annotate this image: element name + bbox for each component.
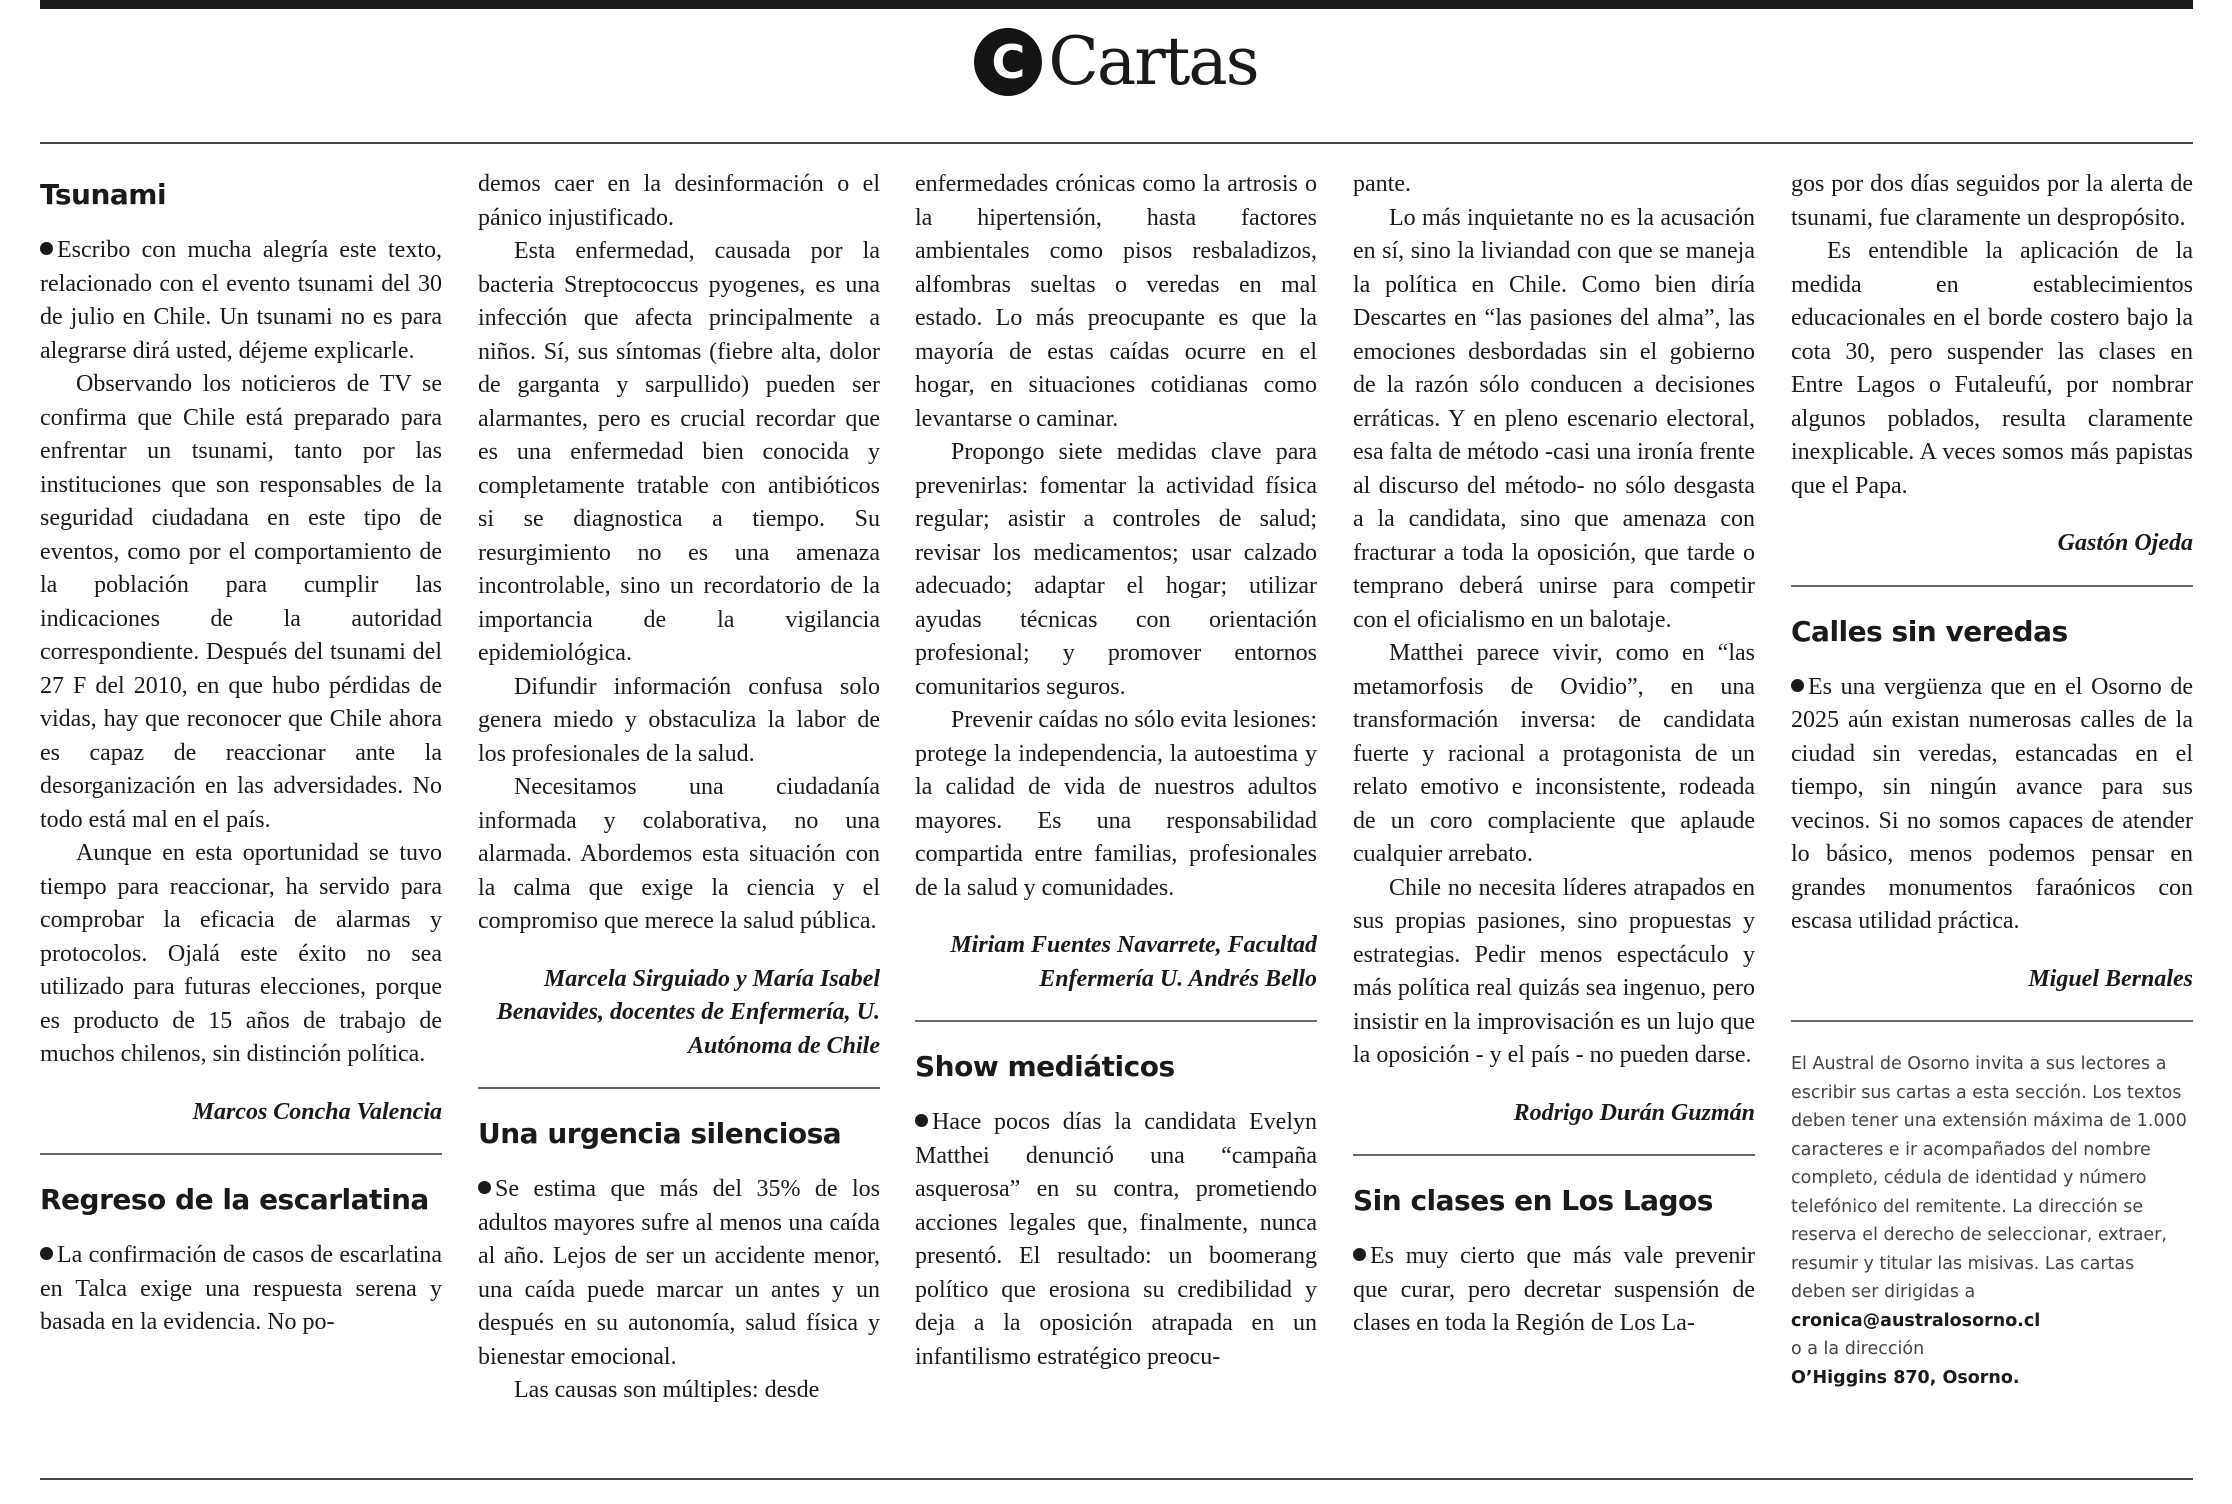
column-1	[40, 168, 442, 1468]
letter-divider	[1791, 1020, 2193, 1022]
letter-paragraph: Chile no necesita líderes atrapados en sus propias pasiones, sino propuestas y estrategias. Pedir menos espectáculo y más política real quizás sea ingenuo, pero insistir en la improvisación es un lujo que la oposición - y el país - no pueden darse.	[1353, 874, 1755, 1068]
bullet-icon	[1353, 1248, 1366, 1261]
notice-email-link[interactable]: cronica@australosorno.cl	[1791, 1310, 2041, 1331]
letter-signature: Marcos Concha Valencia	[192, 1098, 442, 1125]
letter-title-tsunami: Tsunami	[40, 178, 167, 211]
letter-paragraph: Propongo siete medidas clave para prevenirlas: fomentar la actividad física regular; asistir a controles de salud; revisar los medicamentos; usar calzado adecuado; adaptar el hogar; utilizar ayudas técnicas con orientación profesional; y promover entornos comunitarios seguros.	[915, 439, 1317, 700]
letter-paragraph: Lo más inquietante no es la acusación en sí, sino la liviandad con que se maneja la política en Chile. Como bien diría Descartes en “las pasiones del alma”, las emociones desbordadas sin el gobierno de la razón sólo conducen a decisiones erráticas. Y en pleno escenario electoral, esa falta de método -casi una ironía frente al discurso del método- no sólo desgasta a la candidata, sino que amenaza con fracturar a toda la oposición, que tarde o temprano deberá unirse para competir con el oficialismo en un balotaje.	[1353, 204, 1755, 633]
letter-paragraph: Es una vergüenza que en el Osorno de 2025 aún existan numerosas calles de la ciudad sin veredas, estancadas en el tiempo, sin ningún avance para sus vecinos. Si no somos capaces de atender lo básico, menos podemos pensar en grandes monumentos faraónicos con escasa utilidad práctica.	[1791, 673, 2193, 934]
header-divider	[40, 142, 2193, 144]
letter-title-urgencia: Una urgencia silenciosa	[478, 1117, 842, 1150]
letter-paragraph: Hace pocos días la candidata Evelyn Matthei denunció una “campaña asquerosa” en su contra, prometiendo acciones legales que, finalmente, nunca presentó. El resultado: un boomerang político que erosiona su credibilidad y deja a la oposición atrapada en un infantilismo estratégico preocu-	[915, 1109, 1317, 1370]
column-2	[478, 168, 880, 1468]
letter-paragraph: Es muy cierto que más vale prevenir que curar, pero decretar suspensión de clases en toda la Región de Los La-	[1353, 1243, 1755, 1336]
letter-paragraph: enfermedades crónicas como la artrosis o la hipertensión, hasta factores ambientales como pisos resbaladizos, alfombras sueltas o veredas en mal estado. Lo más preocupante es que la mayoría de estas caídas ocurre en el hogar, en situaciones cotidianas como levantarse o caminar.	[915, 171, 1317, 432]
column-3	[915, 168, 1317, 1468]
column-5	[1791, 168, 2193, 1468]
footer-divider	[40, 1478, 2193, 1480]
letter-signature: Gastón Ojeda	[2057, 530, 2193, 556]
letter-title-calles: Calles sin veredas	[1791, 614, 2068, 648]
section-logo-icon: C	[974, 28, 1042, 96]
letter-title-escarlatina: Regreso de la escarlatina	[40, 1183, 429, 1216]
letter-paragraph: Difundir información confusa solo genera miedo y obstaculiza la labor de los profesionales de la salud.	[478, 673, 880, 767]
bullet-icon	[1791, 679, 1804, 692]
letter-divider	[478, 1087, 880, 1089]
letter-signature: Rodrigo Durán Guzmán	[1513, 1099, 1755, 1126]
letter-paragraph: Matthei parece vivir, como en “las metamorfosis de Ovidio”, en una transformación inversa: de candidata fuerte y racional a protagonista de un relato emotivo e inconsistente, rodeada de un coro complaciente que aplaude cualquier arrebato.	[1353, 640, 1755, 867]
notice-address-intro: o a la dirección	[1791, 1339, 1925, 1359]
letter-paragraph: La confirmación de casos de escarlatina en Talca exige una respuesta serena y basada en la evidencia. No po-	[40, 1242, 442, 1335]
letter-paragraph: Esta enfermedad, causada por la bacteria Streptococcus pyogenes, es una infección que afecta principalmente a niños. Sí, sus síntomas (fiebre alta, dolor de garganta y sarpullido) pueden ser alarmantes, pero es crucial recordar que es una enfermedad bien conocida y completamente tratable con antibióticos si se diagnostica a tiempo. Su resurgimiento no es una amenaza incontrolable, sino un recordatorio de la importancia de la vigilancia epidemiológica.	[478, 238, 880, 666]
letter-divider	[1353, 1154, 1755, 1156]
bullet-icon	[478, 1181, 491, 1194]
column-4	[1353, 168, 1755, 1468]
letter-paragraph: Escribo con mucha alegría este texto, relacionado con el evento tsunami del 30 de julio en Chile. Un tsunami no es para alegrarse dirá usted, déjeme explicarle.	[40, 237, 442, 364]
section-logo	[974, 23, 1258, 100]
letter-signature: Miriam Fuentes Navarrete, Facultad Enfermería U. Andrés Bello	[950, 932, 1317, 992]
section-title: Cartas	[1048, 23, 1258, 100]
letter-paragraph: Es entendible la aplicación de la medida en establecimientos educacionales en el borde costero bajo la cota 30, pero suspender las clases en Entre Lagos o Futaleufú, por nombrar algunos poblados, resulta claramente inexplicable. A veces somos más papistas que el Papa.	[1791, 238, 2193, 499]
bullet-icon	[40, 1247, 53, 1260]
letter-paragraph: Se estima que más del 35% de los adultos mayores sufre al menos una caída al año. Lejos de ser un accidente menor, una caída puede marcar un antes y un después en su autonomía, salud física y bienestar emocional.	[478, 1176, 880, 1370]
letter-paragraph: Necesitamos una ciudadanía informada y colaborativa, no una alarmada. Abordemos esta situación con la calma que exige la ciencia y el compromiso que merece la salud pública.	[478, 774, 880, 934]
letter-divider	[915, 1020, 1317, 1022]
bullet-icon	[40, 242, 53, 255]
top-bar	[40, 0, 2193, 9]
letter-paragraph: demos caer en la desinformación o el pánico injustificado.	[478, 171, 880, 231]
letter-title-show: Show mediáticos	[915, 1050, 1175, 1083]
letter-paragraph: Aunque en esta oportunidad se tuvo tiempo para reaccionar, ha servido para comprobar la eficacia de alarmas y protocolos. Ojalá este éxito no sea utilizado para futuras elecciones, porque es producto de 15 años de trabajo de muchos chilenos, sin distinción política.	[40, 840, 442, 1067]
letter-paragraph: pante.	[1353, 171, 1411, 197]
letter-paragraph: Observando los noticieros de TV se confirma que Chile está preparado para enfrentar un tsunami, tanto por las instituciones que son responsables de la seguridad ciudadana en este tipo de eventos, como por el comportamiento de la población para cumplir las indicaciones de la autoridad correspondiente. Después del tsunami del 27 F del 2010, en que hubo pérdidas de vidas, hay que reconocer que Chile ahora es capaz de reaccionar ante la desorganización en las adversidades. No todo está mal en el país.	[40, 371, 442, 833]
letter-signature: Marcela Sirguiado y María Isabel Benavides, docentes de Enfermería, U. Autónoma de Chile	[496, 965, 880, 1059]
letter-title-sin-clases: Sin clases en Los Lagos	[1353, 1184, 1713, 1217]
notice-text: El Austral de Osorno invita a sus lectores a escribir sus cartas a esta sección. Los textos deben tener una extensión máxima de 1.000 caracteres e ir acompañados del nombre completo, cédula de identidad y número telefónico del remitente. La dirección se reserva el derecho de seleccionar, extraer, resumir y titular las misivas. Las cartas deben ser dirigidas a	[1791, 1054, 2187, 1302]
letter-signature: Miguel Bernales	[2028, 965, 2193, 992]
letter-paragraph: gos por dos días seguidos por la alerta de tsunami, fue claramente un despropósito.	[1791, 171, 2193, 231]
notice-address: O’Higgins 870, Osorno.	[1791, 1367, 2020, 1388]
letter-paragraph: Las causas son múltiples: desde	[514, 1377, 820, 1403]
letter-paragraph: Prevenir caídas no sólo evita lesiones: protege la independencia, la autoestima y la calidad de vida de nuestros adultos mayores. Es una responsabilidad compartida entre familias, profesionales de la salud y comunidades.	[915, 707, 1317, 901]
submission-notice	[1791, 1050, 2193, 1392]
section-masthead	[0, 23, 2232, 118]
bullet-icon	[915, 1114, 928, 1127]
letter-divider	[1791, 585, 2193, 587]
letter-divider	[40, 1153, 442, 1155]
